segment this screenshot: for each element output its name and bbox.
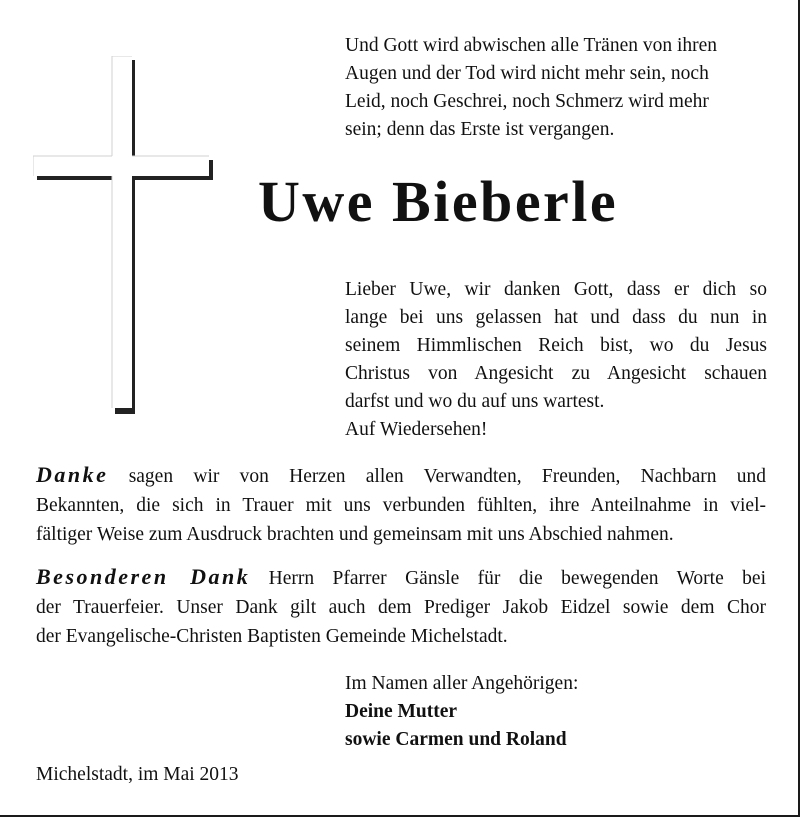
cross-icon [33, 56, 213, 414]
thanks-lead: Danke [36, 462, 109, 487]
verse-line: Leid, noch Geschrei, noch Schmerz wird mehr [345, 91, 709, 112]
verse-line: Augen und der Tod wird nicht mehr sein, noch [345, 63, 709, 84]
special-thanks-lead: Besonderen Dank [36, 564, 251, 589]
letter-line: darfst und wo du auf uns wartest. [345, 391, 605, 412]
verse-line: Und Gott wird abwischen alle Tränen von ihren [345, 35, 718, 56]
special-thanks-line: der Evangelische-Christen Baptisten Gemeinde Michelstadt. [36, 626, 508, 647]
thanks-line: sagen wir von Herzen allen Verwandten, Freunden, Nachbarn und [128, 466, 767, 487]
thanks-line: Bekannten, die sich in Trauer mit uns verbunden fühlten, ihre Anteilnahme in viel- [36, 495, 766, 516]
letter-line: Lieber Uwe, wir danken Gott, dass er dich so [345, 279, 767, 300]
signature-block [345, 670, 767, 754]
letter-line: seinem Himmlischen Reich bist, wo du Jesus [345, 335, 767, 356]
farewell-letter [345, 276, 767, 444]
signature-family: sowie Carmen und Roland [345, 729, 567, 750]
letter-line: lange bei uns gelassen hat und dass du nun in [345, 307, 767, 328]
place-and-date: Michelstadt, im Mai 2013 [36, 764, 239, 785]
signature-mother: Deine Mutter [345, 701, 458, 722]
thanks-line: fältiger Weise zum Ausdruck brachten und gemeinsam mit uns Abschied nahmen. [36, 524, 674, 545]
letter-line: Christus von Angesicht zu Angesicht schauen [345, 363, 767, 384]
bible-verse [345, 32, 767, 144]
thanks-paragraph [36, 460, 766, 549]
thanks-line-first [36, 460, 766, 491]
special-thanks-paragraph [36, 562, 766, 651]
special-thanks-line-first [36, 562, 766, 593]
special-thanks-line: der Trauerfeier. Unser Dank gilt auch dem Prediger Jakob Eidzel sowie dem Chor [36, 597, 766, 618]
signature-intro: Im Namen aller Angehörigen: [345, 673, 579, 694]
letter-line: Auf Wiedersehen! [345, 419, 488, 440]
special-thanks-line: Herrn Pfarrer Gänsle für die bewegenden Worte bei [268, 568, 766, 589]
verse-line: sein; denn das Erste ist vergangen. [345, 119, 615, 140]
deceased-name: Uwe Bieberle [258, 169, 619, 234]
